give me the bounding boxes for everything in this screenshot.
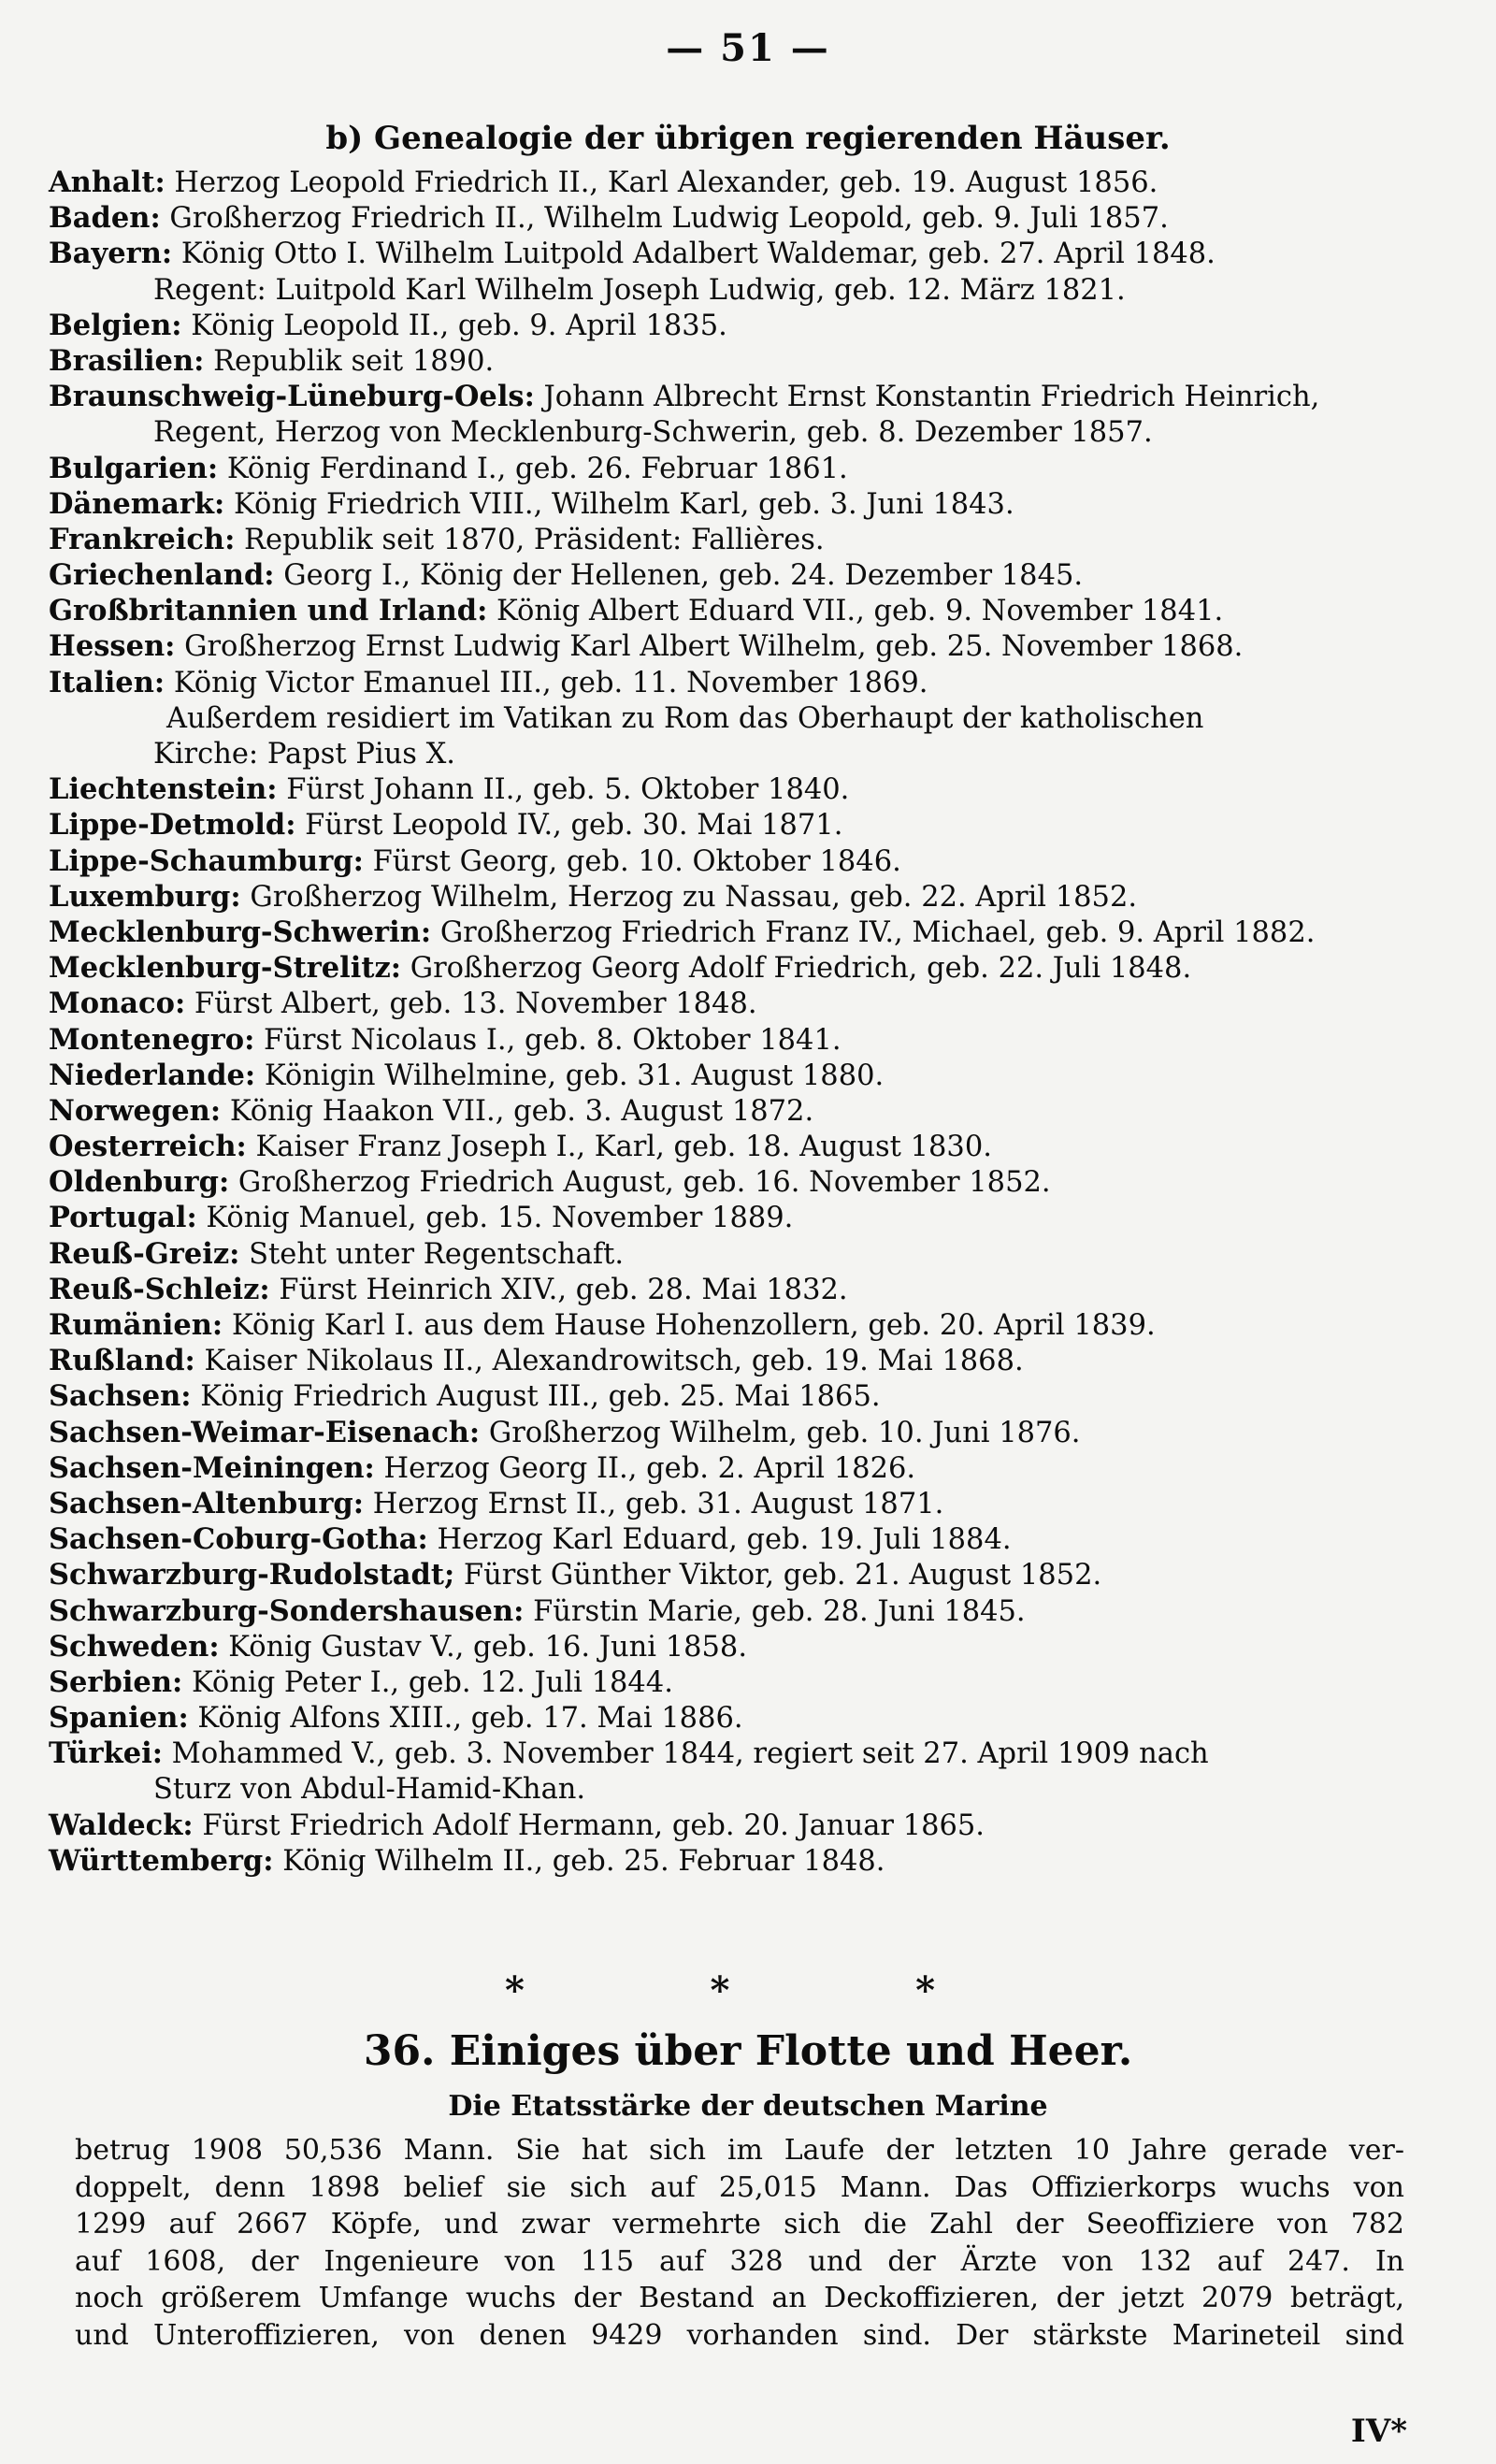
entry-country: Mecklenburg-Schwerin: [49,915,432,949]
entry-country: Rußland: [49,1344,195,1378]
entry-country: Italien: [49,665,165,699]
list-item [49,593,1451,628]
entry-text: König Gustav V., geb. 16. Juni 1858. [219,1630,748,1664]
entry-text: Regent, Herzog von Mecklenburg-Schwerin, geb. 8. Dezember 1857. [153,416,1153,450]
entry-country: Sachsen-Meiningen: [49,1450,375,1485]
entry-text: König Wilhelm II., geb. 25. Februar 1848. [273,1844,885,1878]
list-item [49,665,1451,700]
entry-country: Baden: [49,201,161,236]
entry-country: Norwegen: [49,1093,222,1128]
entry-text: König Peter I., geb. 12. Juli 1844. [182,1665,673,1699]
entry-text: Fürst Friedrich Adolf Hermann, geb. 20. Januar 1865. [193,1808,985,1842]
entry-text: Republik seit 1890. [204,344,495,378]
genealogy-list [49,165,1451,1879]
signature-mark: IV* [1350,2413,1407,2450]
list-item [49,1808,1451,1843]
list-item [49,1629,1451,1664]
section-separator [505,1968,935,2012]
list-item [49,771,1451,807]
entry-text: König Otto I. Wilhelm Luitpold Adalbert Waldemar, geb. 27. April 1848. [172,238,1216,271]
entry-text: Regent: Luitpold Karl Wilhelm Joseph Ludwig, geb. 12. März 1821. [153,273,1126,307]
entry-country: Montenegro: [49,1022,255,1057]
list-item [49,1272,1451,1307]
entry-text: Fürst Albert, geb. 13. November 1848. [185,987,757,1021]
entry-text: Großherzog Friedrich Franz IV., Michael, geb. 9. April 1882. [431,915,1316,949]
section-title: b) Genealogie der übrigen regierenden Häuser. [325,120,1171,157]
list-item [49,1843,1451,1879]
list-item [49,879,1451,915]
entry-country: Anhalt: [49,166,165,199]
entry-country: Dänemark: [49,486,225,521]
entry-country: Lippe-Detmold: [49,808,296,843]
entry-text: Georg I., König der Hellenen, geb. 24. Dezember 1845. [274,559,1084,593]
entry-country: Braunschweig-Lüneburg-Oels: [49,380,535,414]
entry-country: Württemberg: [49,1843,274,1878]
list-item [49,343,1451,379]
list-item [49,700,1451,736]
list-item [49,843,1451,879]
paragraph-line: doppelt, denn 1898 belief sie sich auf 25,015 Mann. Das Offizierkorps wuchs von [75,2170,1404,2204]
list-item [49,486,1451,522]
entry-text: Großherzog Georg Adolf Friedrich, geb. 22. Juli 1848. [401,952,1192,986]
list-item [49,1450,1451,1486]
list-item [49,1343,1451,1378]
list-item [49,986,1451,1021]
entry-text: König Friedrich August III., geb. 25. Mai 1865. [191,1380,881,1414]
entry-text: Fürst Johann II., geb. 5. Oktober 1840. [277,773,850,807]
entry-country: Sachsen-Weimar-Eisenach: [49,1415,481,1449]
page-number: — 51 — [666,26,830,70]
entry-country: Rumänien: [49,1308,223,1342]
entry-country: Liechtenstein: [49,772,278,807]
entry-country: Reuß-Greiz: [49,1236,240,1271]
entry-text: Herzog Karl Eduard, geb. 19. Juli 1884. [427,1523,1012,1557]
entry-text: Fürst Günther Viktor, geb. 21. August 1852. [454,1559,1102,1592]
list-item [49,736,1451,771]
entry-country: Bulgarien: [49,451,219,485]
entry-text: Herzog Ernst II., geb. 31. August 1871. [364,1487,944,1520]
entry-text: Großherzog Wilhelm, geb. 10. Juni 1876. [480,1416,1081,1449]
entry-country: Monaco: [49,987,186,1021]
entry-text: Großherzog Friedrich August, geb. 16. November 1852. [229,1166,1051,1200]
list-item [49,1557,1451,1592]
list-item [49,1378,1451,1414]
entry-text: König Haakon VII., geb. 3. August 1872. [221,1094,814,1128]
list-item [49,1058,1451,1093]
separator-star: * [710,1968,730,2012]
entry-country: Luxemburg: [49,879,241,914]
entry-text: Herzog Georg II., geb. 2. April 1826. [374,1451,916,1485]
entry-country: Belgien: [49,308,182,342]
entry-text: Fürst Georg, geb. 10. Oktober 1846. [363,844,901,878]
entry-country: Sachsen-Coburg-Gotha: [49,1522,428,1557]
entry-country: Serbien: [49,1664,183,1699]
entry-country: Niederlande: [49,1058,256,1092]
list-item [49,308,1451,343]
list-item [49,1415,1451,1450]
chapter-heading: 36. Einiges über Flotte und Heer. [363,2027,1133,2075]
list-item [49,1164,1451,1200]
paragraph-line: und Unteroffizieren, von denen 9429 vorhanden sind. Der stärkste Marineteil sind [75,2318,1404,2352]
entry-text: Republik seit 1870, Präsident: Fallières. [235,523,825,556]
entry-text: König Manuel, geb. 15. November 1889. [196,1202,794,1235]
entry-country: Waldeck: [49,1808,194,1842]
list-item [49,1236,1451,1272]
entry-text: Johann Albrecht Ernst Konstantin Friedrich Heinrich, [534,381,1320,414]
list-item [49,1022,1451,1058]
entry-text: Fürst Nicolaus I., geb. 8. Oktober 1841. [254,1023,842,1057]
entry-text: König Friedrich VIII., Wilhelm Karl, geb. 3. Juni 1843. [224,487,1014,521]
separator-star: * [915,1968,935,2012]
list-item [49,1593,1451,1629]
entry-text: Mohammed V., geb. 3. November 1844, regiert seit 27. April 1909 nach [162,1737,1209,1771]
entry-text: Fürst Heinrich XIV., geb. 28. Mai 1832. [269,1273,848,1306]
entry-country: Schwarzburg-Rudolstadt; [49,1558,455,1592]
list-item [49,628,1451,664]
list-item [49,272,1451,308]
list-item [49,950,1451,986]
paragraph-line: noch größerem Umfange wuchs der Bestand an Deckoffizieren, der jetzt 2079 beträgt, [75,2282,1404,2314]
entry-text: Kirche: Papst Pius X. [153,738,456,771]
entry-text: König Alfons XIII., geb. 17. Mai 1886. [188,1702,743,1736]
list-item [49,1200,1451,1235]
entry-text: Steht unter Regentschaft. [239,1237,625,1271]
entry-country: Mecklenburg-Strelitz: [49,951,402,986]
entry-country: Bayern: [49,237,173,271]
list-item [49,807,1451,843]
entry-text: König Leopold II., geb. 9. April 1835. [181,309,727,342]
list-item [49,1664,1451,1700]
entry-country: Schwarzburg-Sondershausen: [49,1593,525,1628]
paragraph-line: betrug 1908 50,536 Mann. Sie hat sich im Laufe der letzten 10 Jahre gerade ver- [75,2134,1404,2167]
list-item [49,1093,1451,1129]
list-item [49,1486,1451,1521]
entry-text: König Albert Eduard VII., geb. 9. November 1841. [487,595,1224,628]
entry-text: Herzog Leopold Friedrich II., Karl Alexander, geb. 19. August 1856. [165,166,1158,199]
entry-text: Großherzog Ernst Ludwig Karl Albert Wilhelm, geb. 25. November 1868. [175,630,1244,664]
entry-country: Großbritannien und Irland: [49,594,488,628]
entry-country: Frankreich: [49,522,236,556]
entry-country: Spanien: [49,1701,189,1736]
entry-country: Lippe-Schaumburg: [49,843,364,878]
entry-text: König Ferdinand I., geb. 26. Februar 1861. [218,452,848,485]
entry-country: Hessen: [49,629,176,664]
entry-text: Königin Wilhelmine, geb. 31. August 1880. [255,1059,885,1092]
list-item [49,1307,1451,1343]
list-item [49,414,1451,450]
list-item [49,200,1451,236]
entry-text: Großherzog Wilhelm, Herzog zu Nassau, geb. 22. April 1852. [240,880,1138,914]
entry-country: Türkei: [49,1736,163,1771]
entry-country: Schweden: [49,1629,220,1664]
entry-country: Reuß-Schleiz: [49,1272,270,1306]
entry-text: Großherzog Friedrich II., Wilhelm Ludwig Leopold, geb. 9. Juli 1857. [160,202,1169,236]
list-item [49,379,1451,414]
list-item [49,165,1451,200]
list-item [49,236,1451,271]
list-item [49,915,1451,950]
list-item [49,451,1451,486]
entry-country: Oesterreich: [49,1130,247,1164]
entry-text: Kaiser Nikolaus II., Alexandrowitsch, geb. 19. Mai 1868. [194,1345,1024,1378]
entry-country: Oldenburg: [49,1165,230,1200]
entry-country: Sachsen-Altenburg: [49,1486,365,1520]
list-item [49,557,1451,593]
entry-text: König Karl I. aus dem Hause Hohenzollern, geb. 20. April 1839. [223,1309,1156,1342]
entry-country: Brasilien: [49,343,205,378]
entry-text: König Victor Emanuel III., geb. 11. November 1869. [165,666,928,699]
chapter-subheading: Die Etatsstärke der deutschen Marine [448,2090,1048,2123]
entry-country: Griechenland: [49,558,275,593]
entry-country: Portugal: [49,1201,197,1235]
entry-text: Außerdem residiert im Vatikan zu Rom das Oberhaupt der katholischen [166,701,1204,735]
list-item [49,1521,1451,1557]
paragraph-line: 1299 auf 2667 Köpfe, und zwar vermehrte sich die Zahl der Seeoffiziere von 782 [75,2208,1404,2241]
list-item [49,1771,1451,1807]
separator-star: * [505,1968,525,2012]
list-item [49,1700,1451,1736]
entry-text: Kaiser Franz Joseph I., Karl, geb. 18. August 1830. [246,1131,992,1164]
entry-text: Sturz von Abdul-Hamid-Khan. [153,1773,586,1807]
paragraph-line: auf 1608, der Ingenieure von 115 auf 328 und der Ärzte von 132 auf 247. In [75,2244,1404,2278]
entry-country: Sachsen: [49,1379,192,1414]
entry-text: Fürst Leopold IV., geb. 30. Mai 1871. [295,809,843,843]
list-item [49,1129,1451,1164]
list-item [49,522,1451,557]
entry-text: Fürstin Marie, geb. 28. Juni 1845. [524,1594,1026,1628]
body-paragraph [75,2132,1404,2354]
list-item [49,1736,1451,1771]
